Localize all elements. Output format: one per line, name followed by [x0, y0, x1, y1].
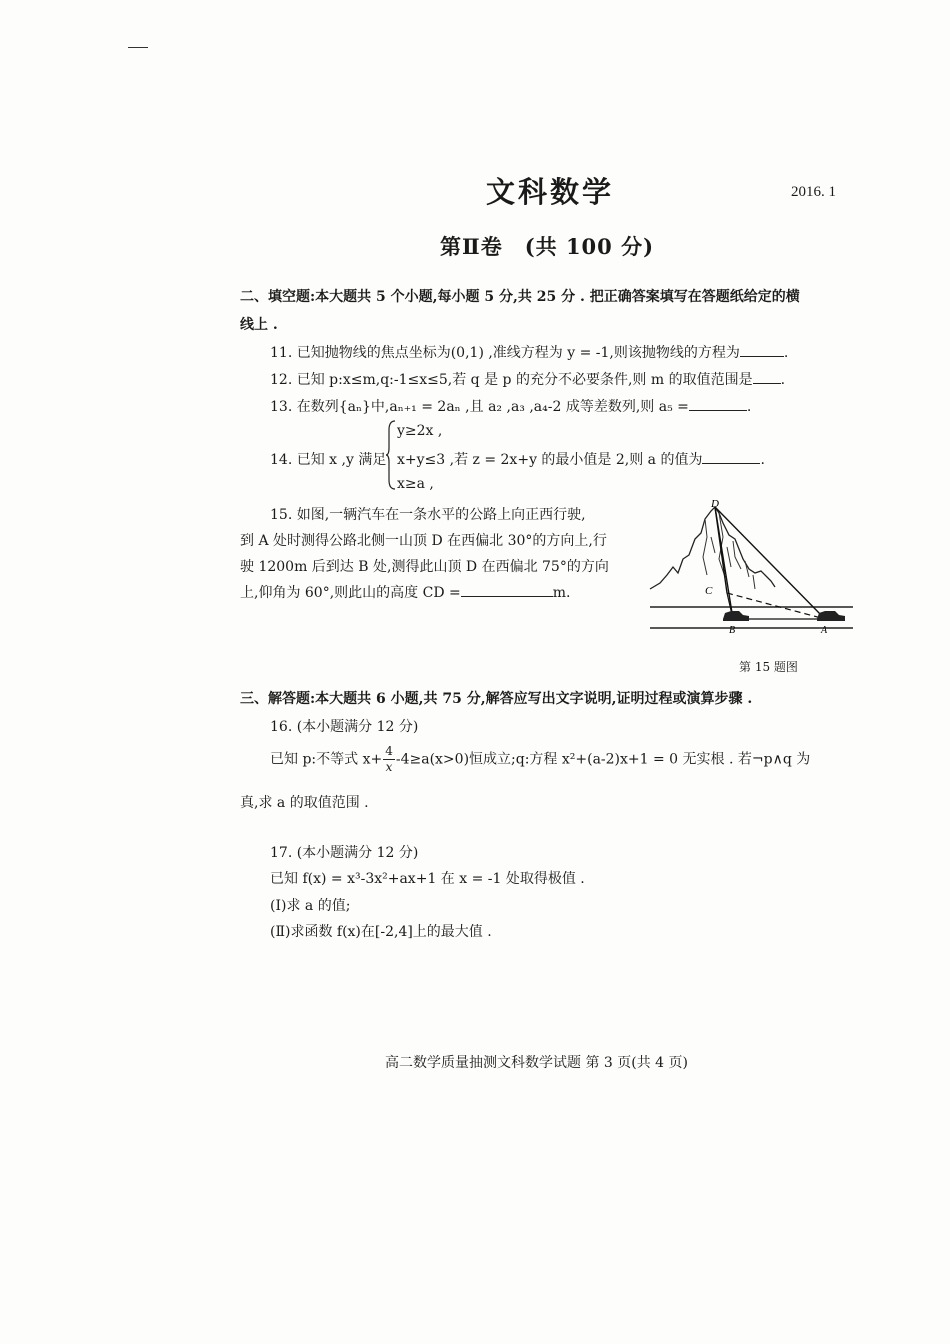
corner-mark — [128, 47, 148, 48]
exam-date: 2016. 1 — [791, 184, 836, 200]
q13-end: . — [746, 399, 752, 415]
q14-answer-blank[interactable] — [702, 449, 760, 464]
q15-line-4 — [240, 582, 570, 602]
q15-line-1: 15. 如图,一辆汽车在一条水平的公路上向正西行驶, — [270, 507, 586, 523]
label-A: A — [821, 625, 828, 636]
question-14-main — [397, 449, 765, 469]
q14-condition-3: x≥a , — [397, 476, 434, 492]
label-C: C — [705, 585, 713, 597]
q16-line-2: 真,求 a 的取值范围 . — [240, 795, 369, 811]
q17-part-2: (Ⅱ)求函数 f(x)在[-2,4]上的最大值 . — [270, 924, 492, 940]
q16-fraction-denominator: x — [385, 760, 393, 774]
q17-header: 17. (本小题满分 12 分) — [270, 845, 419, 861]
section2-heading-line2: 线上 . — [240, 317, 278, 333]
q15-figure-caption: 第 15 题图 — [739, 660, 798, 674]
q14-prefix: 14. 已知 x ,y 满足 — [270, 452, 387, 468]
section3-heading: 三、解答题:本大题共 6 小题,共 75 分,解答应写出文字说明,证明过程或演算步骤 . — [240, 691, 753, 707]
q15-line-4-end: m. — [552, 585, 571, 601]
question-13 — [270, 396, 751, 416]
page-footer: 高二数学质量抽测文科数学试题 第 3 页(共 4 页) — [385, 1055, 688, 1071]
q15-line-3: 驶 1200m 后到达 B 处,测得此山顶 D 在西偏北 75°的方向 — [240, 559, 609, 575]
mountain-texture — [703, 513, 755, 589]
q16-header: 16. (本小题满分 12 分) — [270, 719, 419, 735]
page-title: 文科数学 — [486, 175, 615, 209]
q11-end: . — [783, 345, 789, 361]
q15-line-4-text: 上,仰角为 60°,则此山的高度 CD = — [240, 585, 461, 601]
q11-answer-blank[interactable] — [740, 342, 784, 357]
q14-end: . — [760, 452, 765, 468]
q13-answer-blank[interactable] — [689, 396, 747, 411]
q16-post: -4≥a(x>0)恒成立;q:方程 x²+(a-2)x+1 = 0 无实根 . 若¬p∧q 为 — [395, 751, 811, 768]
label-D: D — [711, 498, 719, 510]
mountain-outline — [650, 507, 775, 589]
question-11 — [270, 342, 788, 362]
line-DC — [715, 507, 727, 593]
q14-brace — [386, 420, 396, 490]
q12-text: 12. 已知 p:x≤m,q:-1≤x≤5,若 q 是 p 的充分不必要条件,则 m 的取值范围是 — [270, 372, 753, 388]
q13-text: 13. 在数列{aₙ}中,aₙ₊₁ = 2aₙ ,且 a₂ ,a₃ ,a₄-2 成等差数列,则 a₅ = — [270, 399, 689, 415]
question-12 — [270, 369, 785, 389]
car-at-B — [723, 611, 749, 621]
q12-answer-blank[interactable] — [753, 369, 781, 384]
q14-condition-1: y≥2x , — [397, 423, 443, 439]
q17-line-1: 已知 f(x) = x³-3x²+ax+1 在 x = -1 处取得极值 . — [270, 871, 585, 887]
q15-figure — [645, 497, 860, 642]
section2-heading-line1: 二、填空题:本大题共 5 个小题,每小题 5 分,共 25 分 . 把正确答案填写在答题纸给定的横 — [240, 289, 800, 305]
paper-part-subtitle: 第Ⅱ卷 (共 100 分) — [440, 234, 655, 259]
q11-text: 11. 已知抛物线的焦点坐标为(0,1) ,准线方程为 y = -1,则该抛物线的方程为 — [270, 345, 740, 361]
q17-part-1: (Ⅰ)求 a 的值; — [270, 898, 351, 914]
q15-line-2: 到 A 处时测得公路北侧一山顶 D 在西偏北 30°的方向上,行 — [240, 533, 607, 549]
q16-fraction — [383, 744, 395, 775]
q12-end: . — [780, 372, 786, 388]
car-at-A — [817, 611, 845, 621]
q15-answer-blank[interactable] — [461, 582, 553, 597]
line-DA — [715, 507, 825, 619]
label-B: B — [729, 625, 736, 636]
q16-line-1 — [270, 744, 810, 775]
q16-fraction-numerator: 4 — [385, 744, 393, 758]
q16-pre: 已知 p:不等式 x+ — [270, 751, 383, 768]
q14-condition-2: x+y≤3 ,若 z = 2x+y 的最小值是 2,则 a 的值为 — [397, 452, 703, 468]
